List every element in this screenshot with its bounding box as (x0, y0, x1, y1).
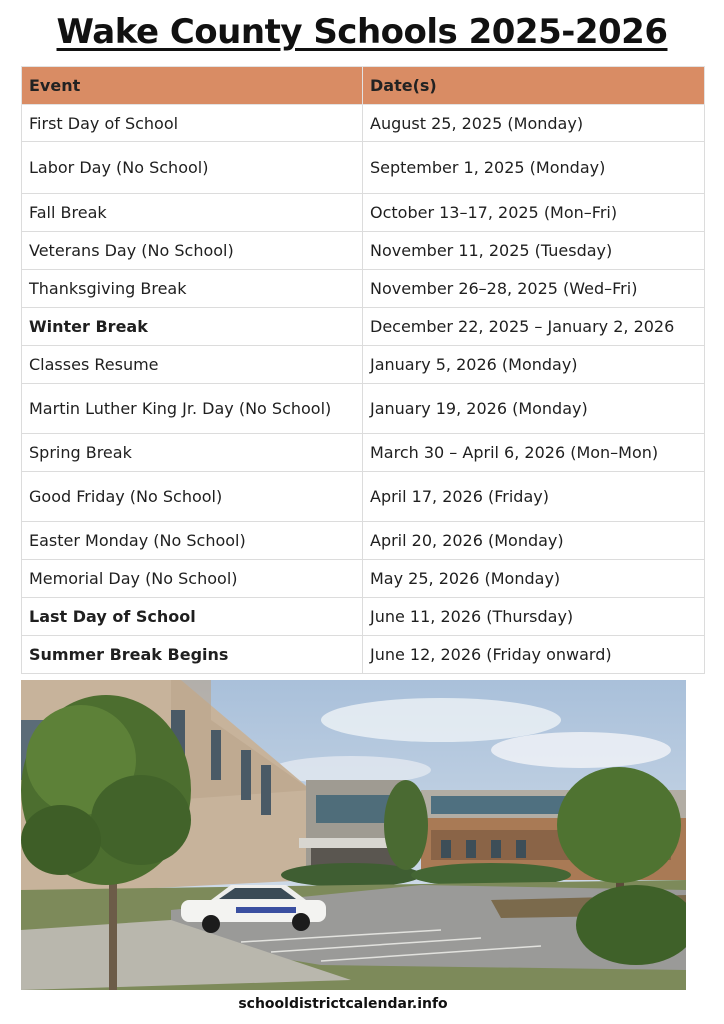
date-cell: April 17, 2026 (Friday) (363, 472, 705, 522)
event-cell: Fall Break (22, 194, 363, 232)
date-cell: January 5, 2026 (Monday) (363, 346, 705, 384)
date-cell: October 13–17, 2025 (Mon–Fri) (363, 194, 705, 232)
table-row (22, 232, 705, 270)
date-cell: September 1, 2025 (Monday) (363, 142, 705, 194)
date-cell: June 12, 2026 (Friday onward) (363, 636, 705, 674)
footer-source: schooldistrictcalendar.info (238, 996, 448, 1012)
event-cell: Last Day of School (22, 598, 363, 636)
table-row (22, 636, 705, 674)
date-cell: March 30 – April 6, 2026 (Mon–Mon) (363, 434, 705, 472)
table-row (22, 522, 705, 560)
event-cell: First Day of School (22, 105, 363, 142)
table-row (22, 270, 705, 308)
event-cell: Winter Break (22, 308, 363, 346)
column-header-dates: Date(s) (363, 67, 705, 105)
date-cell: January 19, 2026 (Monday) (363, 384, 705, 434)
date-cell: April 20, 2026 (Monday) (363, 522, 705, 560)
event-cell: Good Friday (No School) (22, 472, 363, 522)
event-cell: Labor Day (No School) (22, 142, 363, 194)
calendar-table (21, 66, 705, 674)
event-cell: Classes Resume (22, 346, 363, 384)
table-row (22, 384, 705, 434)
table-row (22, 346, 705, 384)
event-cell: Thanksgiving Break (22, 270, 363, 308)
date-cell: May 25, 2026 (Monday) (363, 560, 705, 598)
event-cell: Easter Monday (No School) (22, 522, 363, 560)
date-cell: November 26–28, 2025 (Wed–Fri) (363, 270, 705, 308)
date-cell: June 11, 2026 (Thursday) (363, 598, 705, 636)
table-header-row (22, 67, 705, 105)
table-row (22, 105, 705, 142)
event-cell: Spring Break (22, 434, 363, 472)
event-cell: Memorial Day (No School) (22, 560, 363, 598)
event-cell: Veterans Day (No School) (22, 232, 363, 270)
date-cell: December 22, 2025 – January 2, 2026 (363, 308, 705, 346)
date-cell: August 25, 2025 (Monday) (363, 105, 705, 142)
column-header-event: Event (22, 67, 363, 105)
table-row (22, 598, 705, 636)
table-row (22, 142, 705, 194)
table-row (22, 472, 705, 522)
page-title: Wake County Schools 2025-2026 (56, 12, 668, 52)
event-cell: Martin Luther King Jr. Day (No School) (22, 384, 363, 434)
event-cell: Summer Break Begins (22, 636, 363, 674)
date-cell: November 11, 2025 (Tuesday) (363, 232, 705, 270)
school-building-photo (21, 680, 686, 990)
table-row (22, 194, 705, 232)
table-row (22, 434, 705, 472)
table-row (22, 560, 705, 598)
table-row (22, 308, 705, 346)
